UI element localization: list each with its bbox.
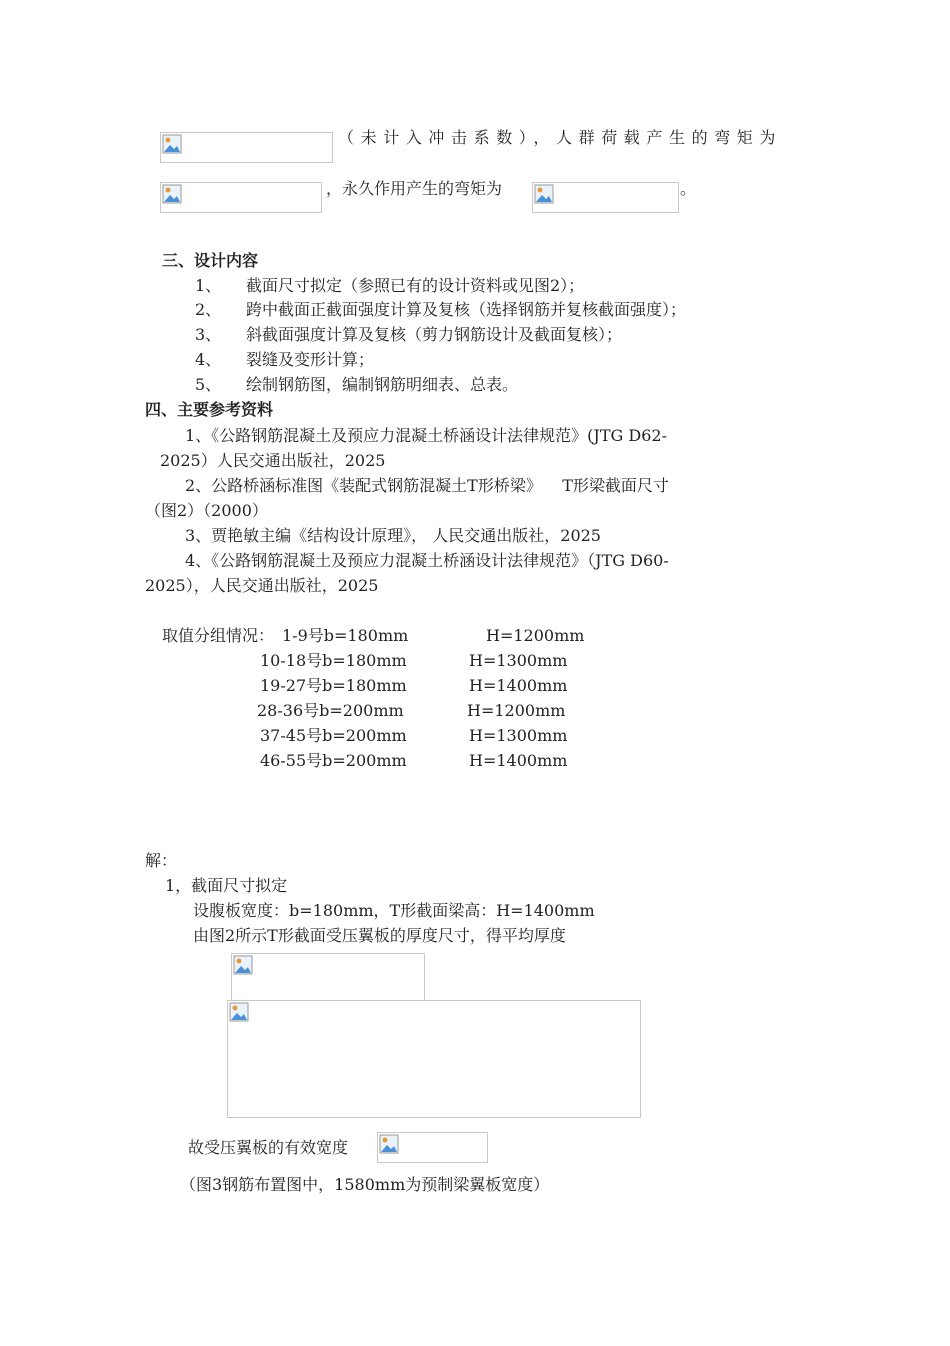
group-range: 46-55号b=200mm [260, 751, 407, 770]
group-height: H=1200mm [486, 626, 585, 645]
section3-item-text: 跨中截面正截面强度计算及复核（选择钢筋并复核截面强度）； [246, 300, 687, 319]
intro-line1: （未计入冲击系数），人群荷载产生的弯矩为 [338, 128, 783, 147]
group-height: H=1300mm [469, 651, 568, 670]
section3-item-num: 4、 [195, 350, 222, 369]
solution-step-heading: 1，截面尺寸拟定 [165, 876, 288, 895]
group-range: 1-9号b=180mm [282, 626, 409, 645]
reference-line: 1、《公路钢筋混凝土及预应力混凝土桥涵设计法律规范》(JTG D62- [185, 426, 667, 445]
section4-heading: 四、主要参考资料 [145, 400, 274, 419]
group-height: H=1300mm [469, 726, 568, 745]
groups-label: 取值分组情况： [162, 626, 275, 645]
formula-image-5 [227, 1000, 641, 1118]
formula-image-2 [160, 182, 322, 213]
group-range: 10-18号b=180mm [260, 651, 407, 670]
reference-line: 3、贾艳敏主编《结构设计原理》， 人民交通出版社，2025 [185, 526, 601, 545]
broken-image-icon [229, 1002, 249, 1022]
solution-eff-line: 故受压翼板的有效宽度 [188, 1138, 349, 1157]
section3-item-text: 斜截面强度计算及复核（剪力钢筋设计及截面复核）； [246, 325, 623, 344]
solution-avg-line: 由图2所示T形截面受压翼板的厚度尺寸，得平均厚度 [193, 926, 566, 945]
formula-image-6 [377, 1132, 488, 1163]
section3-item-num: 2、 [195, 300, 222, 319]
reference-line: 2025），人民交通出版社，2025 [145, 576, 379, 595]
group-range: 37-45号b=200mm [260, 726, 407, 745]
section3-item-text: 绘制钢筋图，编制钢筋明细表、总表。 [246, 375, 519, 394]
group-height: H=1400mm [469, 676, 568, 695]
section3-item-text: 裂缝及变形计算； [246, 350, 375, 369]
broken-image-icon [379, 1134, 399, 1154]
intro-line2-b: 。 [680, 179, 697, 198]
broken-image-icon [233, 955, 253, 975]
reference-line: 2、公路桥涵标准图《装配式钢筋混凝土T形桥梁》 T形梁截面尺寸 [185, 476, 669, 495]
solution-note: （图3钢筋布置图中，1580mm为预制梁翼板宽度） [180, 1175, 550, 1194]
section3-item-num: 3、 [195, 325, 222, 344]
broken-image-icon [162, 184, 182, 204]
group-range: 19-27号b=180mm [260, 676, 407, 695]
reference-line: 2025）人民交通出版社，2025 [160, 451, 386, 470]
broken-image-icon [162, 134, 182, 154]
reference-line: （图2）（2000） [145, 501, 268, 520]
broken-image-icon [534, 184, 554, 204]
group-height: H=1200mm [467, 701, 566, 720]
formula-image-3 [532, 182, 679, 213]
section3-heading: 三、设计内容 [162, 251, 259, 270]
formula-image-1 [160, 132, 333, 163]
intro-line2-a: ，永久作用产生的弯矩为 [326, 179, 503, 198]
group-height: H=1400mm [469, 751, 568, 770]
section3-item-num: 5、 [195, 375, 222, 394]
section3-item-num: 1、 [195, 276, 222, 295]
reference-line: 4、《公路钢筋混凝土及预应力混凝土桥涵设计法律规范》（JTG D60- [185, 551, 669, 570]
section3-item-text: 截面尺寸拟定（参照已有的设计资料或见图2）； [246, 276, 585, 295]
group-range: 28-36号b=200mm [257, 701, 404, 720]
solution-label: 解： [145, 851, 178, 870]
formula-image-4 [231, 953, 425, 1002]
solution-web-line: 设腹板宽度：b=180mm，T形截面梁高：H=1400mm [193, 901, 595, 920]
